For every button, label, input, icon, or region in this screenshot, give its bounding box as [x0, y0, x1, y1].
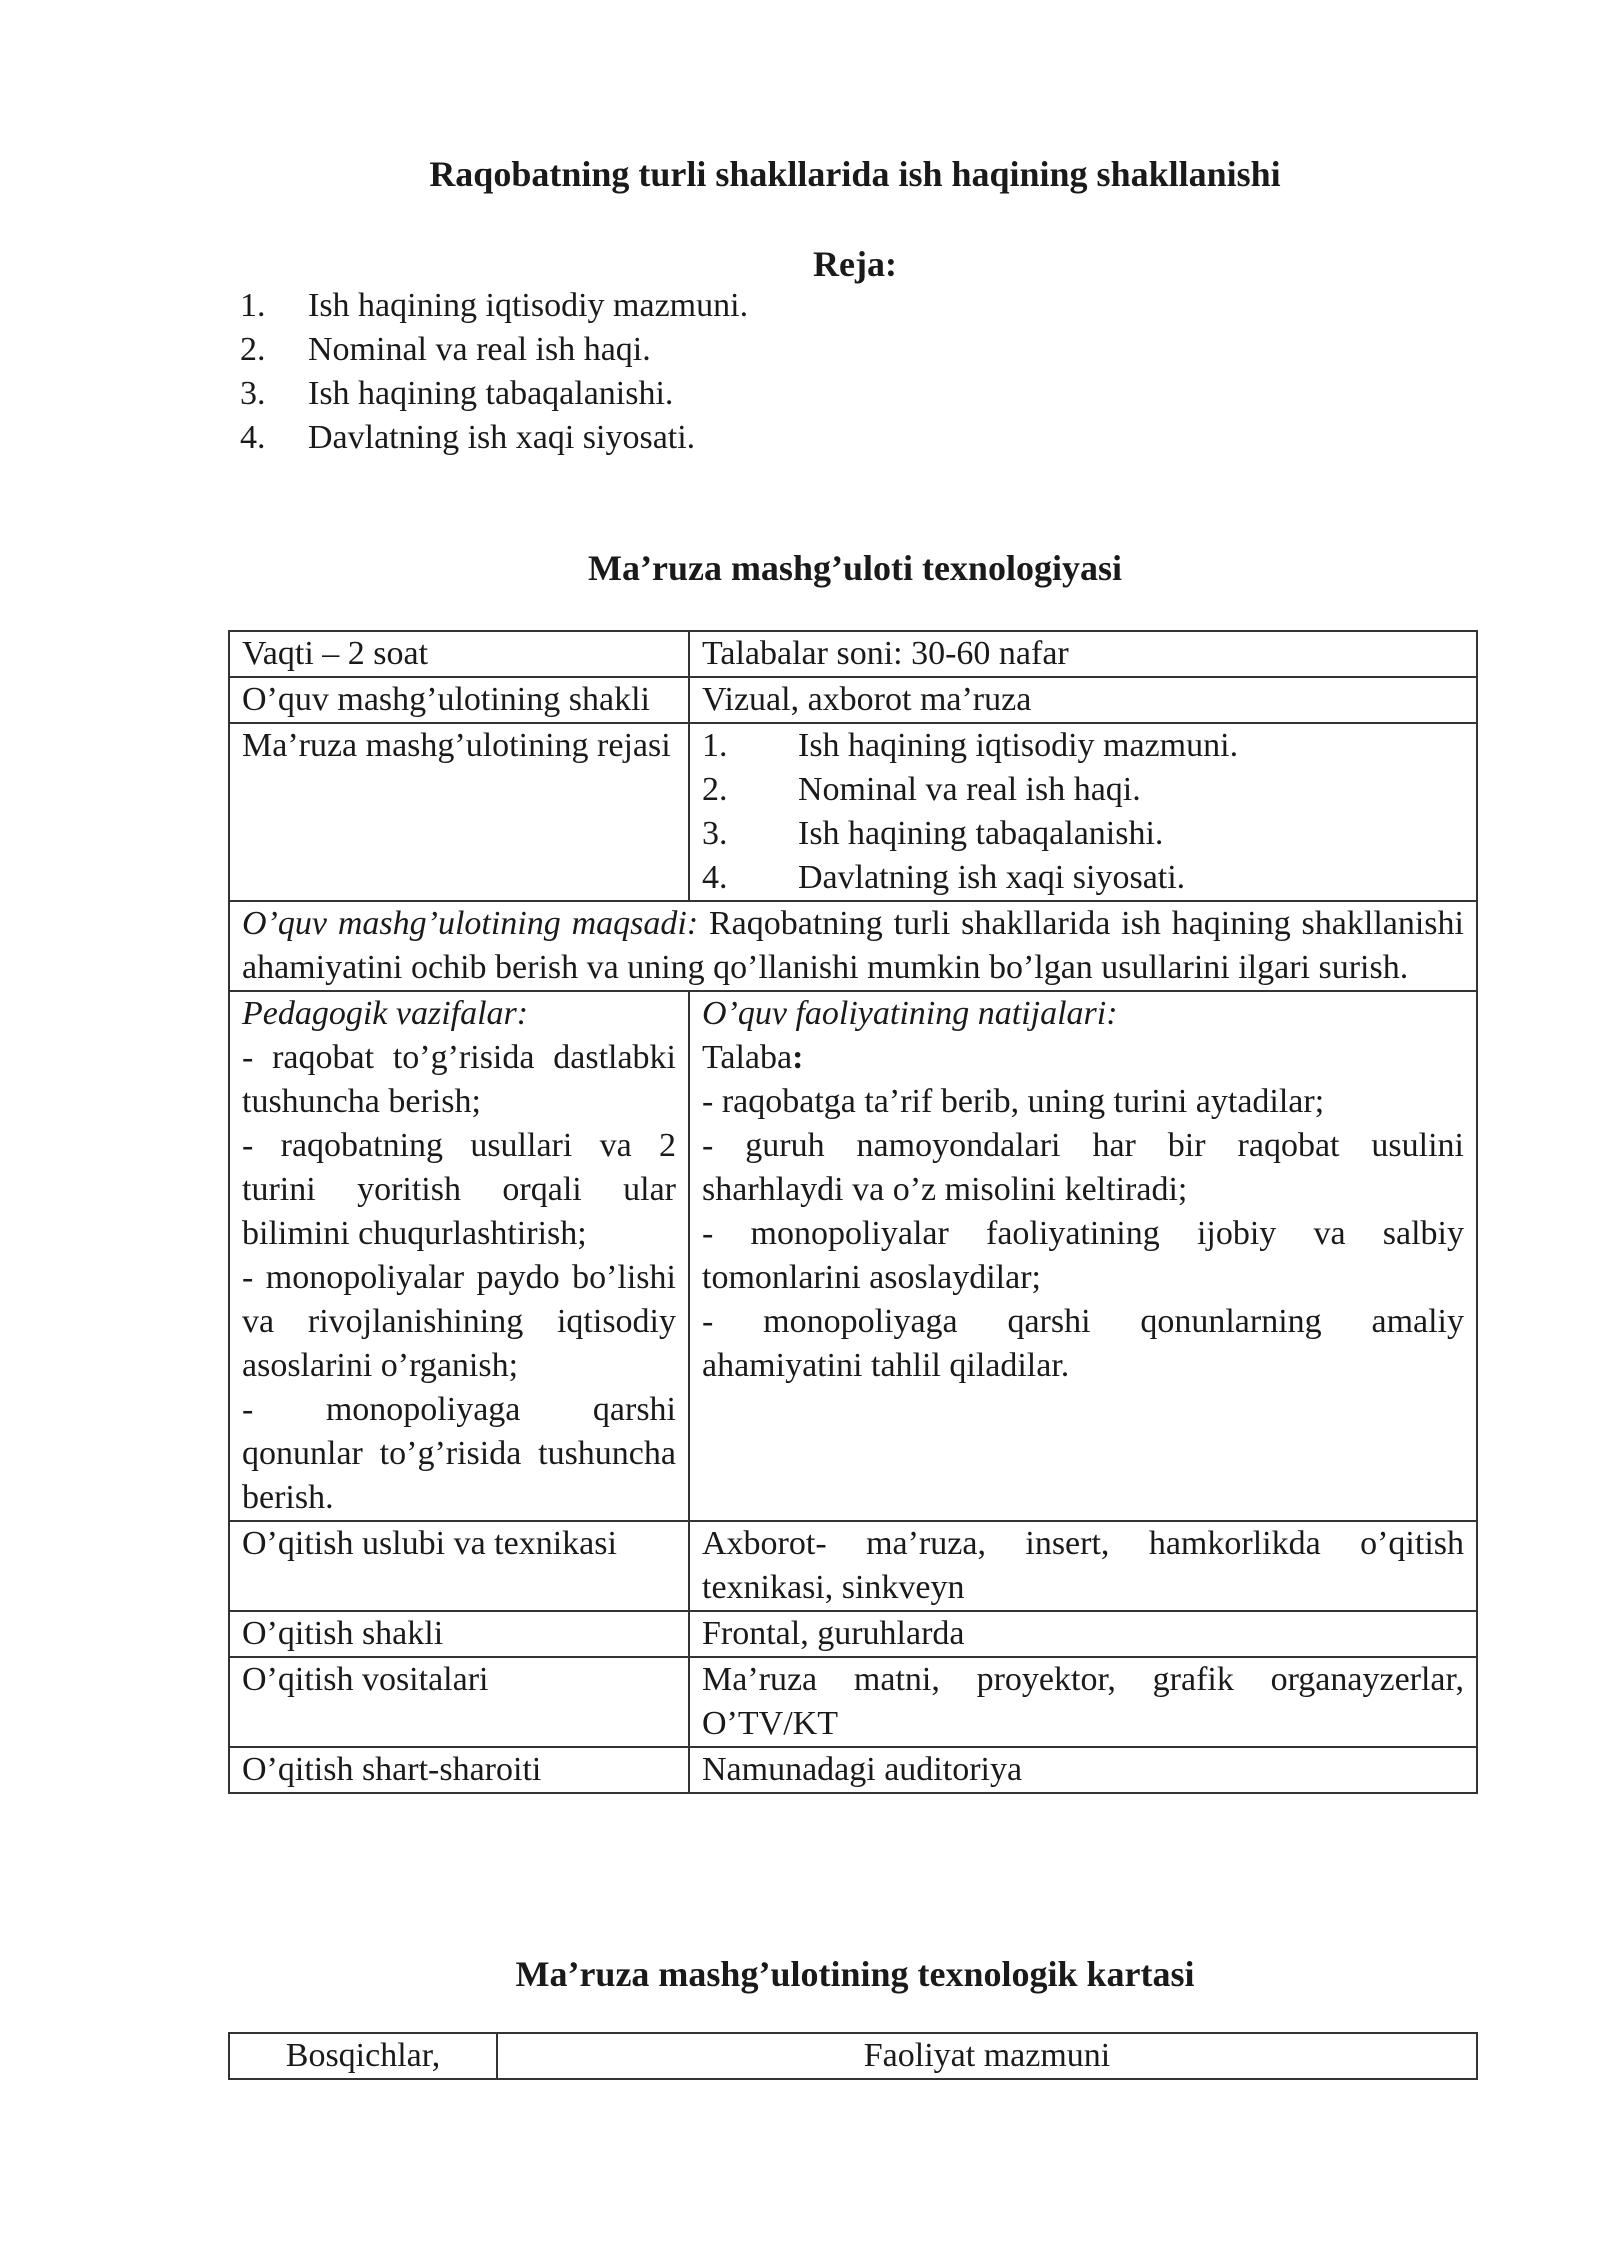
table-row: [229, 991, 1477, 1521]
table-row: [229, 901, 1477, 991]
table-cell: Vizual, axborot ma’ruza: [689, 677, 1477, 723]
list-item: - guruh namoyondalari har bir raqobat usulini sharhlaydi va o’z misolini keltiradi;: [702, 1127, 1464, 1208]
table-cell: Namunadagi auditoriya: [689, 1747, 1477, 1793]
list-item: - monopoliyalar paydo bo’lishi va rivojlanishining iqtisodiy asoslarini o’rganish;: [242, 1259, 676, 1384]
table-row: [229, 1657, 1477, 1747]
column-header-activity: Faoliyat mazmuni: [497, 2033, 1477, 2079]
lecture-plan-list: [702, 724, 1464, 900]
goal-label: O’quv mashg’ulotining maqsadi:: [242, 905, 699, 942]
table-row: [229, 1747, 1477, 1793]
table-cell: O’quv mashg’ulotining shakli: [229, 677, 689, 723]
plan-item: 1. Ish haqining iqtisodiy mazmuni.: [240, 287, 749, 324]
learning-outcomes-label: O’quv faoliyatining natijalari:: [702, 995, 1118, 1032]
table-cell: Talabalar soni: 30-60 nafar: [689, 631, 1477, 677]
tech-card-table: [228, 2032, 1478, 2080]
table-cell: Axborot- ma’ruza, insert, hamkorlikda o’qitish texnikasi, sinkveyn: [689, 1521, 1477, 1611]
table-row: [229, 1521, 1477, 1611]
table-header-row: [229, 2033, 1477, 2079]
table-cell: O’qitish vositalari: [229, 1657, 689, 1747]
table-cell: Frontal, guruhlarda: [689, 1611, 1477, 1657]
table-cell-pedagogical-tasks: [229, 991, 689, 1521]
plan-item: 3. Ish haqining tabaqalanishi.: [240, 375, 674, 412]
table-cell: Vaqti – 2 soat: [229, 631, 689, 677]
table-cell: O’qitish shart-sharoiti: [229, 1747, 689, 1793]
table-cell: O’qitish uslubi va texnikasi: [229, 1521, 689, 1611]
table-row: [229, 723, 1477, 901]
table-row: [229, 631, 1477, 677]
technology-table: [228, 630, 1478, 1794]
list-item: - monopoliyaga qarshi qonunlar to’g’risida tushuncha berish.: [242, 1391, 676, 1516]
plan-item: 4. Davlatning ish xaqi siyosati.: [240, 419, 696, 456]
column-header-stages: Bosqichlar,: [229, 2033, 497, 2079]
list-item: 2. Nominal va real ish haqi.: [702, 771, 1141, 808]
table-row: [229, 1611, 1477, 1657]
table-cell: [689, 723, 1477, 901]
table-cell-learning-outcomes: [689, 991, 1477, 1521]
list-item: - monopoliyaga qarshi qonunlarning amaliy ahamiyatini tahlil qiladilar.: [702, 1303, 1464, 1384]
table-cell: Ma’ruza mashg’ulotining rejasi: [229, 723, 689, 901]
section-title-technology: Ma’ruza mashg’uloti texnologiyasi: [588, 548, 1122, 588]
list-item: - raqobatning usullari va 2 turini yoritish orqali ular bilimini chuqurlashtirish;: [242, 1127, 676, 1252]
goal-text: Raqobatning turli shakllarida ish haqining shakllanishi ahamiyatini ochib berish va uning qo’llanishi mumkin bo’lgan usullarini ilgari surish.: [242, 905, 1464, 986]
list-item: - raqobat to’g’risida dastlabki tushuncha berish;: [242, 1039, 676, 1120]
pedagogical-tasks-label: Pedagogik vazifalar:: [242, 995, 529, 1032]
table-row: [229, 677, 1477, 723]
list-item: 4. Davlatning ish xaqi siyosati.: [702, 859, 1186, 896]
plan-heading: Reja:: [813, 244, 897, 284]
list-item: 1. Ish haqining iqtisodiy mazmuni.: [702, 727, 1239, 764]
list-item: 3. Ish haqining tabaqalanishi.: [702, 815, 1164, 852]
table-cell-goal: [229, 901, 1477, 991]
table-cell: O’qitish shakli: [229, 1611, 689, 1657]
list-item: - monopoliyalar faoliyatining ijobiy va salbiy tomonlarini asoslaydilar;: [702, 1215, 1464, 1296]
section-title-tech-card: Ma’ruza mashg’ulotining texnologik kartasi: [515, 1954, 1195, 1994]
document-title: Raqobatning turli shakllarida ish haqining shakllanishi: [429, 154, 1281, 194]
list-item: - raqobatga ta’rif berib, uning turini aytadilar;: [702, 1083, 1325, 1120]
table-cell: Ma’ruza matni, proyektor, grafik organayzerlar, O’TV/KT: [689, 1657, 1477, 1747]
plan-item: 2. Nominal va real ish haqi.: [240, 331, 651, 368]
student-label: Talaba:: [702, 1039, 804, 1076]
plan-list: [240, 284, 748, 460]
